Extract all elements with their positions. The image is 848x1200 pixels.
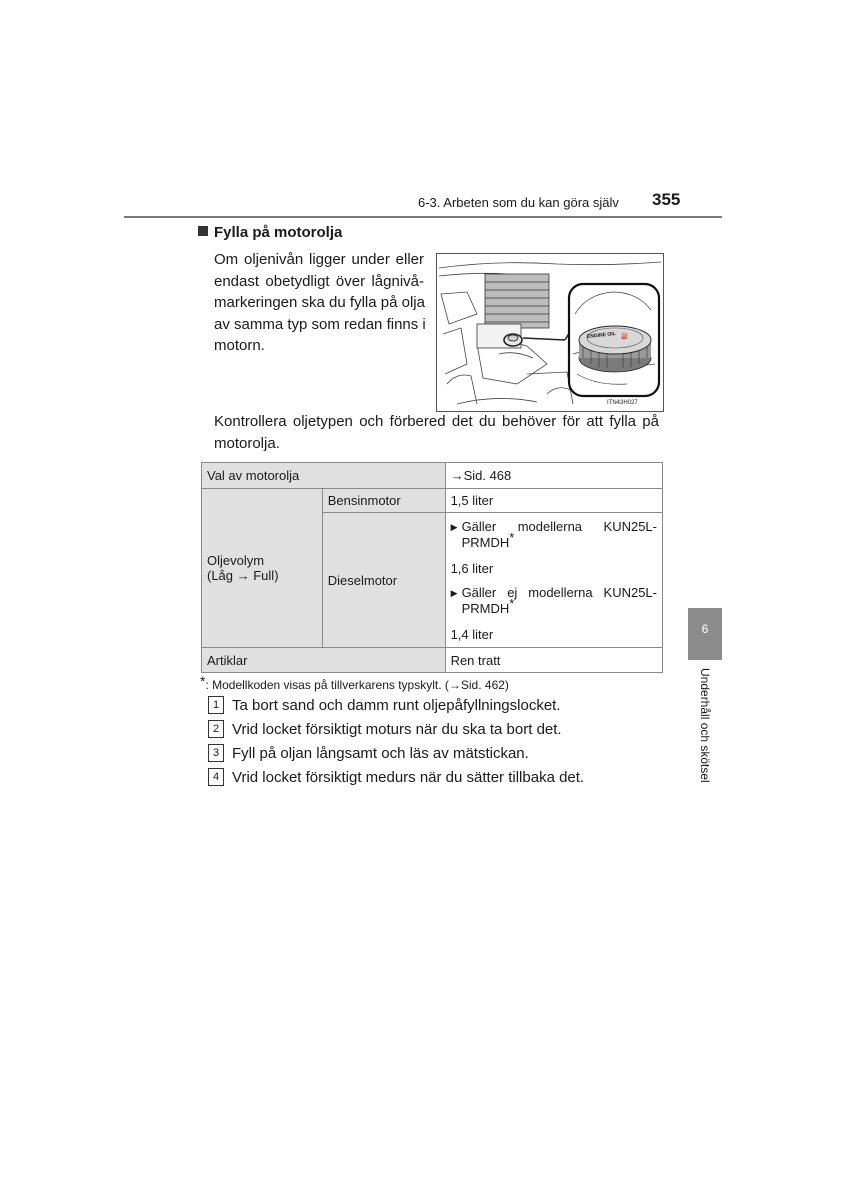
diesel-engine-label: Dieselmotor (322, 513, 445, 648)
intro-line: Om oljenivån ligger under eller (214, 251, 424, 268)
oil-volume-range: (Låg → Full) (207, 568, 279, 583)
footnote (200, 673, 509, 692)
step-text: Ta bort sand och damm runt oljepåfyllningslocket. (232, 696, 561, 714)
diesel-engine-volumes (445, 513, 662, 648)
items-value: Ren tratt (445, 648, 662, 673)
oil-selection-label: Val av motorolja (202, 463, 446, 489)
step-text: Vrid locket försiktigt moturs när du ska ta bort det. (232, 720, 562, 738)
list-item (208, 717, 584, 741)
step-text: Vrid locket försiktigt medurs när du sätter tillbaka det. (232, 768, 585, 786)
check-oil-paragraph (214, 411, 659, 455)
section-title: Fylla på motorolja (214, 224, 343, 241)
triangle-bullet-icon: ▶ (450, 588, 458, 598)
intro-line: motorn. (214, 337, 265, 354)
petrol-engine-label: Bensinmotor (322, 489, 445, 513)
chapter-label: Underhåll och skötsel (698, 668, 712, 783)
paragraph-line: Kontrollera oljetypen och förbered det du behöver för att fylla på (214, 413, 659, 430)
section-heading (198, 224, 342, 241)
oil-selection-ref: →Sid. 468 (445, 463, 662, 489)
intro-line: markeringen ska du fylla på olja (214, 294, 425, 311)
diesel-volume-1: 1,6 liter (450, 561, 494, 576)
square-bullet-icon (198, 226, 208, 236)
step-number: 4 (208, 768, 224, 786)
items-label: Artiklar (202, 648, 446, 673)
header-rule (124, 216, 722, 218)
intro-line: endast obetydligt över lågnivå- (214, 272, 424, 290)
page-number: 355 (652, 190, 681, 209)
step-number: 3 (208, 744, 224, 762)
condition-text: Gäller ej modellerna KUN25L- (461, 585, 657, 600)
step-number: 2 (208, 720, 224, 738)
list-item (208, 741, 584, 765)
oil-can-icon: ⛽ (621, 334, 629, 340)
footnote-text: : Modellkoden visas på tillverkarens typskylt. (→Sid. 462) (205, 678, 509, 692)
cap-label: ENGINE OIL (586, 331, 616, 340)
diesel-volume-2: 1,4 liter (450, 627, 494, 642)
intro-text (214, 249, 424, 357)
diesel-condition-1 (451, 519, 657, 551)
intro-line: av samma typ som redan finns i (214, 315, 426, 333)
running-header: 6-3. Arbeten som du kan göra själv (418, 195, 619, 210)
list-item (208, 765, 584, 789)
chapter-tab: 6 (688, 608, 722, 660)
table-row (202, 489, 663, 513)
footnote-marker: * (509, 530, 515, 545)
step-number: 1 (208, 696, 224, 714)
table-row (202, 648, 663, 673)
oil-volume-label (202, 489, 323, 648)
oil-spec-table (201, 462, 663, 673)
footnote-marker: * (509, 596, 515, 611)
engine-oil-cap-illustration (436, 253, 664, 412)
oil-volume-title: Oljevolym (207, 553, 265, 568)
model-code: PRMDH (461, 535, 510, 550)
petrol-engine-volume: 1,5 liter (445, 489, 662, 513)
steps-list (208, 693, 584, 789)
condition-text: Gäller modellerna KUN25L- (461, 519, 657, 534)
paragraph-line: motorolja. (214, 435, 280, 452)
diesel-condition-2 (451, 585, 657, 617)
model-code: PRMDH (461, 601, 510, 616)
triangle-bullet-icon: ▶ (450, 522, 458, 532)
figure-code: ITN43H027 (607, 400, 638, 406)
list-item (208, 693, 584, 717)
footnote-marker: * (200, 673, 206, 689)
step-text: Fyll på oljan långsamt och läs av mätstickan. (232, 744, 529, 762)
table-row (202, 463, 663, 489)
